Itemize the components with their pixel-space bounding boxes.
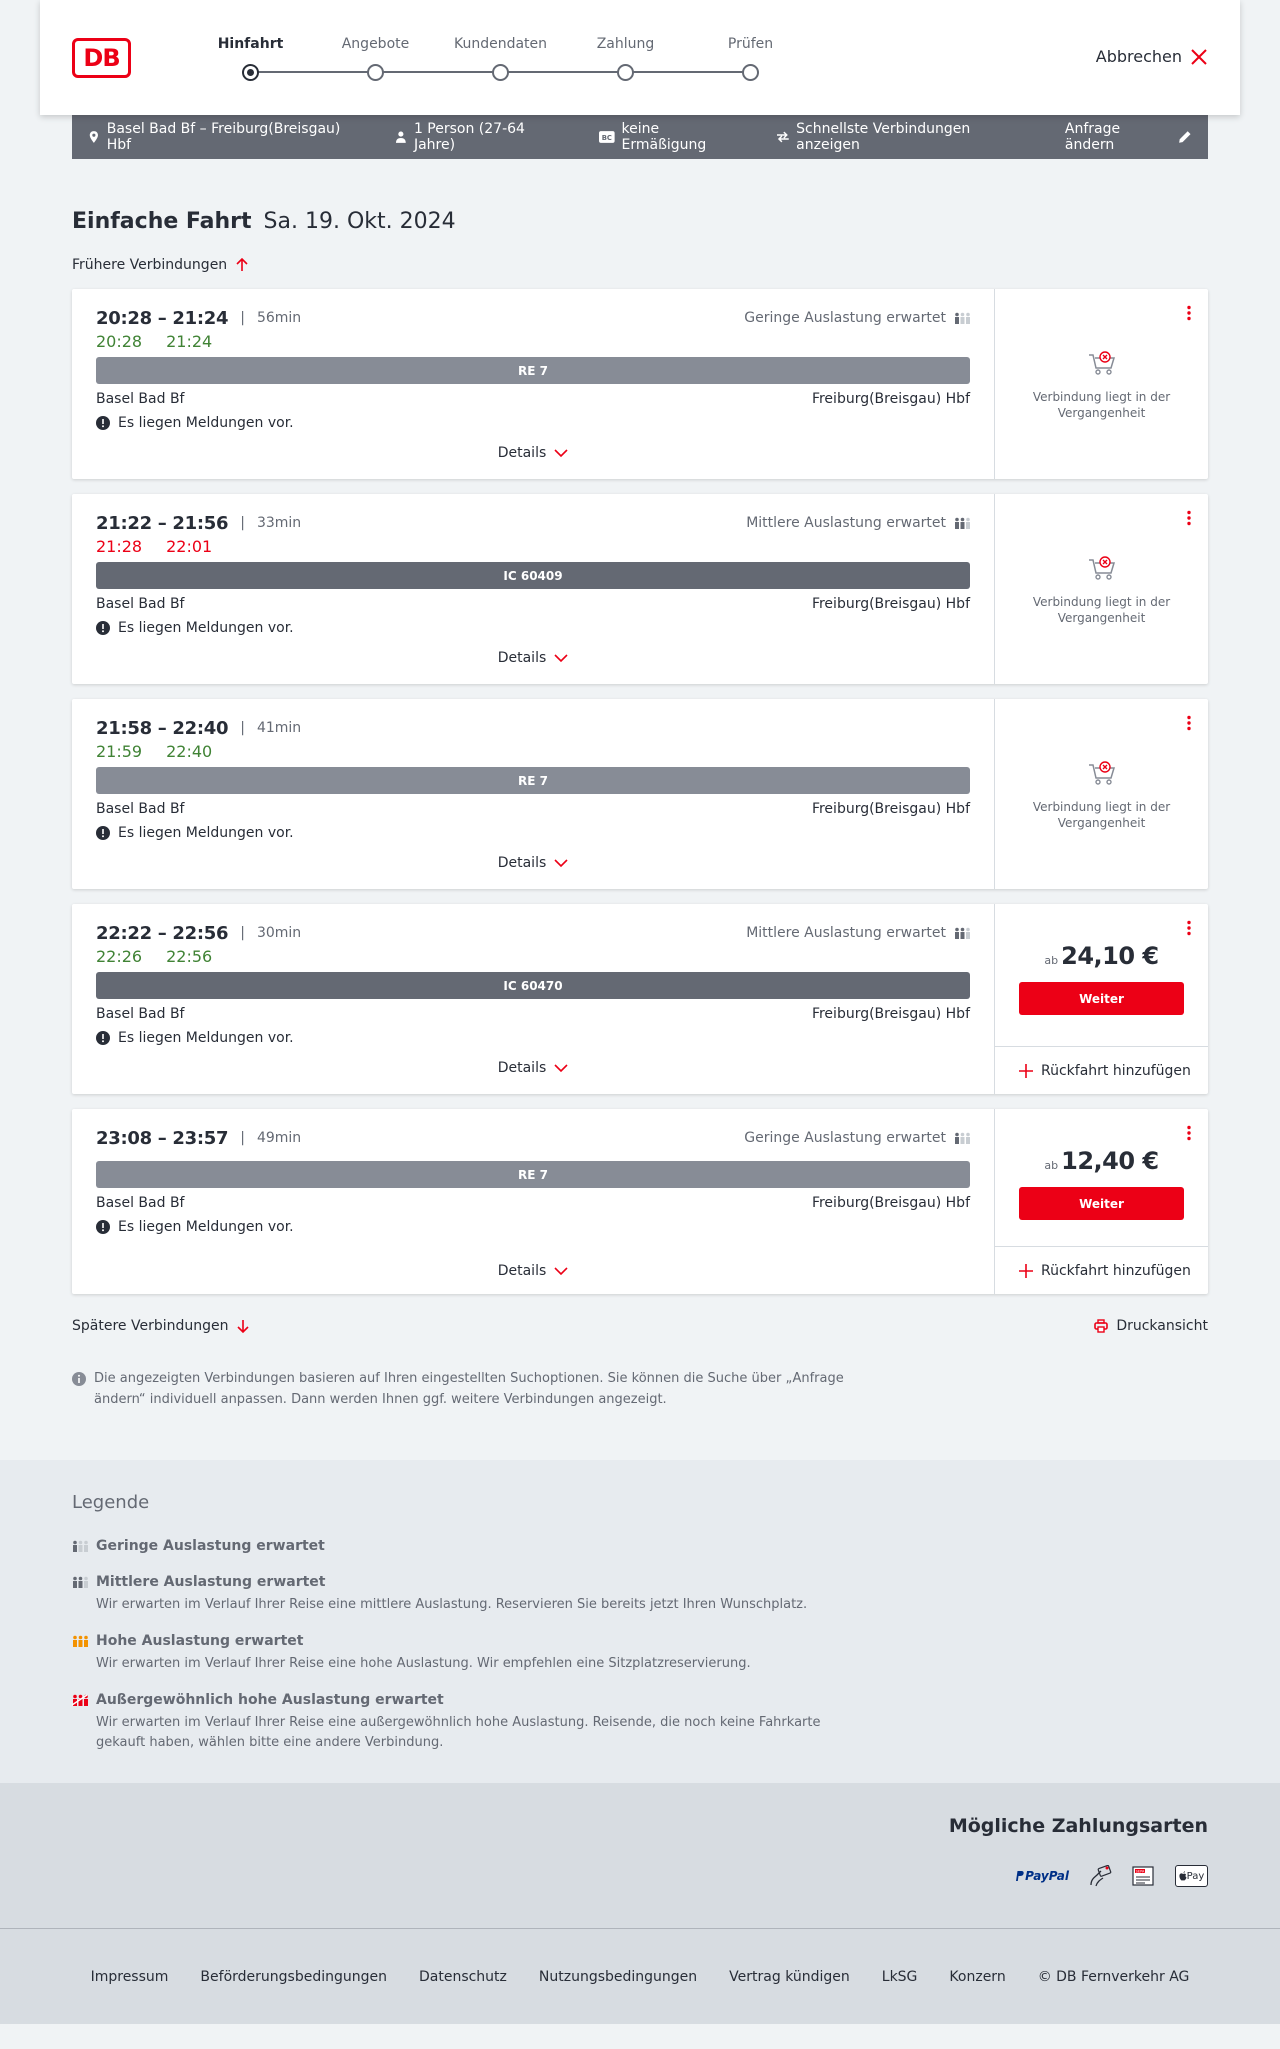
route-text: Basel Bad Bf – Freiburg(Breisgau) Hbf bbox=[106, 121, 341, 153]
footer bbox=[0, 1928, 1280, 2024]
chevron-down-icon bbox=[554, 448, 568, 458]
step-angebote bbox=[313, 36, 438, 81]
pencil-icon bbox=[1178, 130, 1192, 144]
summary-fastest bbox=[777, 121, 1032, 153]
details-toggle[interactable] bbox=[96, 646, 970, 670]
more-options-icon[interactable] bbox=[1186, 1125, 1192, 1141]
low-occupancy-icon bbox=[72, 1540, 88, 1552]
more-options-icon[interactable] bbox=[1186, 305, 1192, 321]
price-prefix: ab bbox=[1044, 954, 1059, 967]
past-connection-notice bbox=[995, 554, 1208, 626]
trip-type: Einfache Fahrt bbox=[72, 209, 252, 234]
payment-methods-title: Mögliche Zahlungsarten bbox=[948, 1815, 1208, 1837]
db-logo[interactable]: DB bbox=[72, 38, 131, 78]
details-toggle[interactable] bbox=[96, 1056, 970, 1080]
separator: | bbox=[240, 720, 245, 736]
price-box bbox=[995, 1147, 1208, 1220]
sepa-icon bbox=[1131, 1865, 1157, 1887]
legend-item-low bbox=[72, 1536, 1208, 1556]
destination-station: Freiburg(Breisgau) Hbf bbox=[811, 801, 970, 817]
legend-item-desc: Wir erwarten im Verlauf Ihrer Reise eine hohe Auslastung. Wir empfehlen eine Sitzplatzreservierung. bbox=[96, 1656, 751, 1671]
messages-notice bbox=[96, 1028, 970, 1048]
alert-icon bbox=[96, 416, 110, 430]
search-summary-bar bbox=[72, 115, 1208, 159]
offer-panel bbox=[994, 494, 1208, 684]
occupancy-info bbox=[746, 515, 970, 531]
price-box bbox=[995, 942, 1208, 1015]
arrow-down-icon bbox=[236, 1319, 250, 1333]
more-options-icon[interactable] bbox=[1186, 510, 1192, 526]
schedule-row bbox=[96, 307, 970, 329]
cancel-button[interactable] bbox=[1096, 47, 1208, 66]
past-line-2: Vergangenheit bbox=[1057, 816, 1146, 830]
realtime-row bbox=[96, 329, 970, 353]
earlier-connections-label: Frühere Verbindungen bbox=[72, 257, 228, 273]
payment-icons bbox=[1013, 1865, 1208, 1887]
duration: 30min bbox=[256, 925, 302, 941]
details-label: Details bbox=[497, 1263, 547, 1279]
bahncard-icon bbox=[599, 131, 615, 143]
messages-text: Es liegen Meldungen vor. bbox=[118, 415, 294, 431]
schedule-row bbox=[96, 717, 970, 739]
trip-date: Sa. 19. Okt. 2024 bbox=[263, 209, 456, 234]
medium-occupancy-icon bbox=[954, 927, 970, 939]
occupancy-text: Geringe Auslastung erwartet bbox=[744, 310, 946, 326]
progress-stepper bbox=[210, 36, 850, 86]
train-bar[interactable]: RE 7 bbox=[96, 1161, 970, 1188]
messages-notice bbox=[96, 618, 970, 638]
price-value: 24,10 € bbox=[1061, 942, 1159, 970]
sepa-label: SEPA bbox=[1135, 1869, 1145, 1874]
offer-panel bbox=[994, 1109, 1208, 1294]
duration: 49min bbox=[256, 1130, 302, 1146]
footer-link-lksg[interactable]: LkSG bbox=[881, 1968, 918, 1985]
realtime-departure: 20:28 bbox=[96, 331, 143, 351]
offer-panel bbox=[994, 699, 1208, 889]
info-text: Die angezeigten Verbindungen basieren auf Ihren eingestellten Suchoptionen. Sie können die Suche über „Anfrage ändern“ individuell anpassen. Dann werden Ihnen ggf. weitere Verbindungen angezeigt. bbox=[94, 1371, 844, 1407]
past-connection-notice bbox=[995, 759, 1208, 831]
fastest-text: Schnellste Verbindungen anzeigen bbox=[796, 121, 971, 153]
step-dot bbox=[367, 64, 384, 81]
cancel-label: Abbrechen bbox=[1095, 47, 1182, 66]
summary-route bbox=[88, 121, 363, 153]
connection-info bbox=[72, 699, 994, 889]
discount-text: keine Ermäßigung bbox=[621, 121, 707, 153]
past-connection-notice bbox=[995, 349, 1208, 421]
occupancy-text: Mittlere Auslastung erwartet bbox=[746, 925, 946, 941]
connection-card[interactable] bbox=[72, 904, 1208, 1094]
alert-icon bbox=[96, 1031, 110, 1045]
occupancy-info bbox=[746, 925, 970, 941]
occupancy-info bbox=[744, 310, 970, 326]
origin-station: Basel Bad Bf bbox=[96, 1195, 185, 1211]
price-value: 12,40 € bbox=[1061, 1147, 1159, 1175]
past-line-1: Verbindung liegt in der bbox=[1032, 595, 1171, 609]
step-label: Prüfen bbox=[727, 36, 774, 52]
step-label: Zahlung bbox=[596, 36, 655, 52]
chevron-down-icon bbox=[554, 858, 568, 868]
offer-panel bbox=[994, 289, 1208, 479]
stations-row bbox=[96, 594, 970, 614]
connection-list bbox=[72, 289, 1208, 1294]
duration: 33min bbox=[256, 515, 302, 531]
add-return-trip-button[interactable] bbox=[995, 1046, 1208, 1094]
footer-link-vertrag-kuendigen[interactable]: Vertrag kündigen bbox=[729, 1968, 850, 1985]
footer-link-datenschutz[interactable]: Datenschutz bbox=[418, 1968, 507, 1985]
low-occupancy-icon bbox=[954, 1132, 970, 1144]
chevron-down-icon bbox=[554, 1266, 568, 1276]
add-return-label: Rückfahrt hinzufügen bbox=[1041, 1062, 1191, 1079]
scheduled-time: 23:08 – 23:57 bbox=[96, 1127, 229, 1149]
past-line-1: Verbindung liegt in der bbox=[1032, 800, 1171, 814]
plus-icon bbox=[1019, 1264, 1033, 1278]
step-label: Angebote bbox=[341, 36, 410, 52]
messages-text: Es liegen Meldungen vor. bbox=[118, 1219, 294, 1235]
legend-item-very-high bbox=[72, 1690, 1208, 1753]
step-pruefen bbox=[688, 36, 813, 81]
messages-text: Es liegen Meldungen vor. bbox=[118, 1030, 294, 1046]
plus-icon bbox=[1019, 1064, 1033, 1078]
more-options-icon[interactable] bbox=[1186, 715, 1192, 731]
legend-item-title: Hohe Auslastung erwartet bbox=[96, 1633, 304, 1649]
info-icon bbox=[72, 1372, 86, 1386]
footer-link-impressum[interactable]: Impressum bbox=[90, 1968, 169, 1985]
stations-row bbox=[96, 799, 970, 819]
close-icon bbox=[1190, 48, 1208, 66]
realtime-departure: 22:26 bbox=[96, 946, 143, 966]
occupancy-text: Mittlere Auslastung erwartet bbox=[746, 515, 946, 531]
connection-info bbox=[72, 904, 994, 1094]
legend-item-high bbox=[72, 1631, 1208, 1674]
very-high-occupancy-icon bbox=[72, 1694, 88, 1706]
legend-item-desc: Wir erwarten im Verlauf Ihrer Reise eine außergewöhnlich hohe Auslastung. Reisende, die noch keine Fahrkarte gekauft haben, wählen bitte eine andere Verbindung. bbox=[96, 1715, 821, 1750]
destination-station: Freiburg(Breisgau) Hbf bbox=[811, 1195, 970, 1211]
connection-card[interactable] bbox=[72, 289, 1208, 479]
print-view-link[interactable] bbox=[1094, 1318, 1208, 1334]
bahncard-badge-text: BC bbox=[601, 133, 612, 142]
duration: 56min bbox=[256, 310, 302, 326]
separator: | bbox=[240, 515, 245, 531]
train-bar[interactable]: RE 7 bbox=[96, 767, 970, 794]
scheduled-time: 21:58 – 22:40 bbox=[96, 717, 229, 739]
change-request-button[interactable] bbox=[1065, 121, 1192, 153]
destination-station: Freiburg(Breisgau) Hbf bbox=[811, 391, 970, 407]
realtime-arrival: 22:01 bbox=[166, 536, 213, 556]
legend-item-medium bbox=[72, 1572, 1208, 1615]
details-label: Details bbox=[497, 855, 547, 871]
scheduled-time: 20:28 – 21:24 bbox=[96, 307, 229, 329]
continue-button[interactable]: Weiter bbox=[1019, 1187, 1184, 1220]
details-label: Details bbox=[497, 650, 547, 666]
page-title bbox=[72, 209, 1208, 239]
price-prefix: ab bbox=[1044, 1159, 1059, 1172]
person-icon bbox=[395, 131, 407, 143]
details-toggle[interactable] bbox=[96, 1259, 970, 1283]
later-connections-label: Spätere Verbindungen bbox=[72, 1318, 229, 1334]
footer-link-konzern[interactable]: Konzern bbox=[949, 1968, 1006, 1985]
step-dot bbox=[617, 64, 634, 81]
apple-pay-label: Pay bbox=[1186, 1870, 1205, 1882]
connection-info bbox=[72, 494, 994, 684]
footer-copyright: © DB Fernverkehr AG bbox=[1037, 1968, 1190, 1985]
apple-pay-icon bbox=[1175, 1865, 1208, 1887]
spacer bbox=[96, 1149, 970, 1157]
earlier-connections-link[interactable] bbox=[72, 253, 1208, 277]
search-info-note bbox=[72, 1368, 862, 1410]
main-content bbox=[72, 209, 1208, 1410]
details-toggle[interactable] bbox=[96, 441, 970, 465]
duration: 41min bbox=[256, 720, 302, 736]
origin-station: Basel Bad Bf bbox=[96, 391, 185, 407]
sepa-direct-debit-icon bbox=[1131, 1865, 1157, 1887]
step-label: Hinfahrt bbox=[217, 36, 284, 52]
origin-station: Basel Bad Bf bbox=[96, 801, 185, 817]
print-view-label: Druckansicht bbox=[1116, 1318, 1208, 1334]
cart-unavailable-icon bbox=[1087, 554, 1117, 582]
realtime-arrival: 22:56 bbox=[166, 946, 213, 966]
realtime-row bbox=[96, 534, 970, 558]
separator: | bbox=[240, 1130, 245, 1146]
scheduled-time: 21:22 – 21:56 bbox=[96, 512, 229, 534]
swap-arrows-icon bbox=[777, 131, 789, 143]
occupancy-info bbox=[744, 1130, 970, 1146]
destination-station: Freiburg(Breisgau) Hbf bbox=[811, 1006, 970, 1022]
alert-icon bbox=[96, 826, 110, 840]
footer-link-befoerderungsbedingungen[interactable]: Beförderungsbedingungen bbox=[200, 1968, 387, 1985]
details-label: Details bbox=[497, 445, 547, 461]
origin-station: Basel Bad Bf bbox=[96, 596, 185, 612]
paypal-label: PayPal bbox=[1025, 1869, 1069, 1883]
header bbox=[40, 0, 1240, 115]
high-occupancy-icon bbox=[72, 1635, 88, 1647]
messages-notice bbox=[96, 413, 970, 433]
alert-icon bbox=[96, 1220, 110, 1234]
low-occupancy-icon bbox=[954, 312, 970, 324]
legend-item-title: Mittlere Auslastung erwartet bbox=[96, 1574, 326, 1590]
past-line-2: Vergangenheit bbox=[1057, 406, 1146, 420]
travellers-text: 1 Person (27-64 Jahre) bbox=[413, 121, 525, 153]
realtime-row bbox=[96, 944, 970, 968]
change-request-label: Anfrage ändern bbox=[1064, 121, 1121, 153]
step-zahlung bbox=[563, 36, 688, 81]
later-connections-link[interactable] bbox=[72, 1318, 250, 1334]
connection-card[interactable] bbox=[72, 494, 1208, 684]
chevron-down-icon bbox=[554, 1063, 568, 1073]
paypal-mark-icon bbox=[1013, 1870, 1025, 1882]
cart-unavailable-icon bbox=[1087, 759, 1117, 787]
step-hinfahrt[interactable] bbox=[188, 36, 313, 81]
footer-link-nutzungsbedingungen[interactable]: Nutzungsbedingungen bbox=[538, 1968, 698, 1985]
payment-methods-section bbox=[0, 1783, 1280, 1928]
legend-item-title: Geringe Auslastung erwartet bbox=[96, 1538, 325, 1554]
add-return-trip-button[interactable] bbox=[995, 1246, 1208, 1294]
more-options-icon[interactable] bbox=[1186, 920, 1192, 936]
credit-card-icon bbox=[1087, 1865, 1113, 1887]
step-dot bbox=[742, 64, 759, 81]
messages-notice bbox=[96, 1217, 970, 1237]
stations-row bbox=[96, 1004, 970, 1024]
schedule-row bbox=[96, 512, 970, 534]
connection-info bbox=[72, 1109, 994, 1294]
realtime-arrival: 22:40 bbox=[166, 741, 213, 761]
paypal-icon bbox=[1013, 1865, 1069, 1887]
details-label: Details bbox=[497, 1060, 547, 1076]
step-dot bbox=[242, 64, 259, 81]
stations-row bbox=[96, 389, 970, 409]
legend-title: Legende bbox=[72, 1492, 150, 1513]
details-toggle[interactable] bbox=[96, 851, 970, 875]
train-bar[interactable]: RE 7 bbox=[96, 357, 970, 384]
stations-row bbox=[96, 1193, 970, 1213]
train-bar[interactable]: IC 60470 bbox=[96, 972, 970, 999]
arrow-up-icon bbox=[235, 258, 249, 272]
alert-icon bbox=[96, 621, 110, 635]
past-line-2: Vergangenheit bbox=[1057, 611, 1146, 625]
messages-text: Es liegen Meldungen vor. bbox=[118, 620, 294, 636]
legend-section bbox=[0, 1460, 1280, 1783]
printer-icon bbox=[1094, 1319, 1108, 1333]
scheduled-time: 22:22 – 22:56 bbox=[96, 922, 229, 944]
occupancy-text: Geringe Auslastung erwartet bbox=[744, 1130, 946, 1146]
separator: | bbox=[240, 310, 245, 326]
chevron-down-icon bbox=[554, 653, 568, 663]
card-payment-icon bbox=[1087, 1865, 1113, 1887]
realtime-departure: 21:28 bbox=[96, 536, 143, 556]
medium-occupancy-icon bbox=[72, 1576, 88, 1588]
medium-occupancy-icon bbox=[954, 517, 970, 529]
realtime-departure: 21:59 bbox=[96, 741, 143, 761]
separator: | bbox=[240, 925, 245, 941]
legend-item-title: Außergewöhnlich hohe Auslastung erwartet bbox=[96, 1692, 444, 1708]
destination-station: Freiburg(Breisgau) Hbf bbox=[811, 596, 970, 612]
summary-travellers bbox=[395, 121, 567, 153]
offer-panel bbox=[994, 904, 1208, 1094]
step-label: Kundendaten bbox=[453, 36, 548, 52]
connection-info bbox=[72, 289, 994, 479]
summary-discount bbox=[599, 121, 746, 153]
cart-unavailable-icon bbox=[1087, 349, 1117, 377]
messages-text: Es liegen Meldungen vor. bbox=[118, 825, 294, 841]
schedule-row bbox=[96, 922, 970, 944]
connection-card[interactable] bbox=[72, 1109, 1208, 1294]
connection-card[interactable] bbox=[72, 699, 1208, 889]
legend-item-desc: Wir erwarten im Verlauf Ihrer Reise eine mittlere Auslastung. Reservieren Sie bereits jetzt Ihren Wunschplatz. bbox=[96, 1597, 808, 1612]
location-pin-icon bbox=[88, 131, 100, 143]
list-footer-links bbox=[72, 1314, 1208, 1338]
messages-notice bbox=[96, 823, 970, 843]
apple-logo-icon bbox=[1179, 1871, 1187, 1881]
origin-station: Basel Bad Bf bbox=[96, 1006, 185, 1022]
schedule-row bbox=[96, 1127, 970, 1149]
continue-button[interactable]: Weiter bbox=[1019, 982, 1184, 1015]
train-bar[interactable]: IC 60409 bbox=[96, 562, 970, 589]
past-line-1: Verbindung liegt in der bbox=[1032, 390, 1171, 404]
realtime-arrival: 21:24 bbox=[166, 331, 213, 351]
step-kundendaten bbox=[438, 36, 563, 81]
realtime-row bbox=[96, 739, 970, 763]
add-return-label: Rückfahrt hinzufügen bbox=[1041, 1262, 1191, 1279]
step-dot bbox=[492, 64, 509, 81]
